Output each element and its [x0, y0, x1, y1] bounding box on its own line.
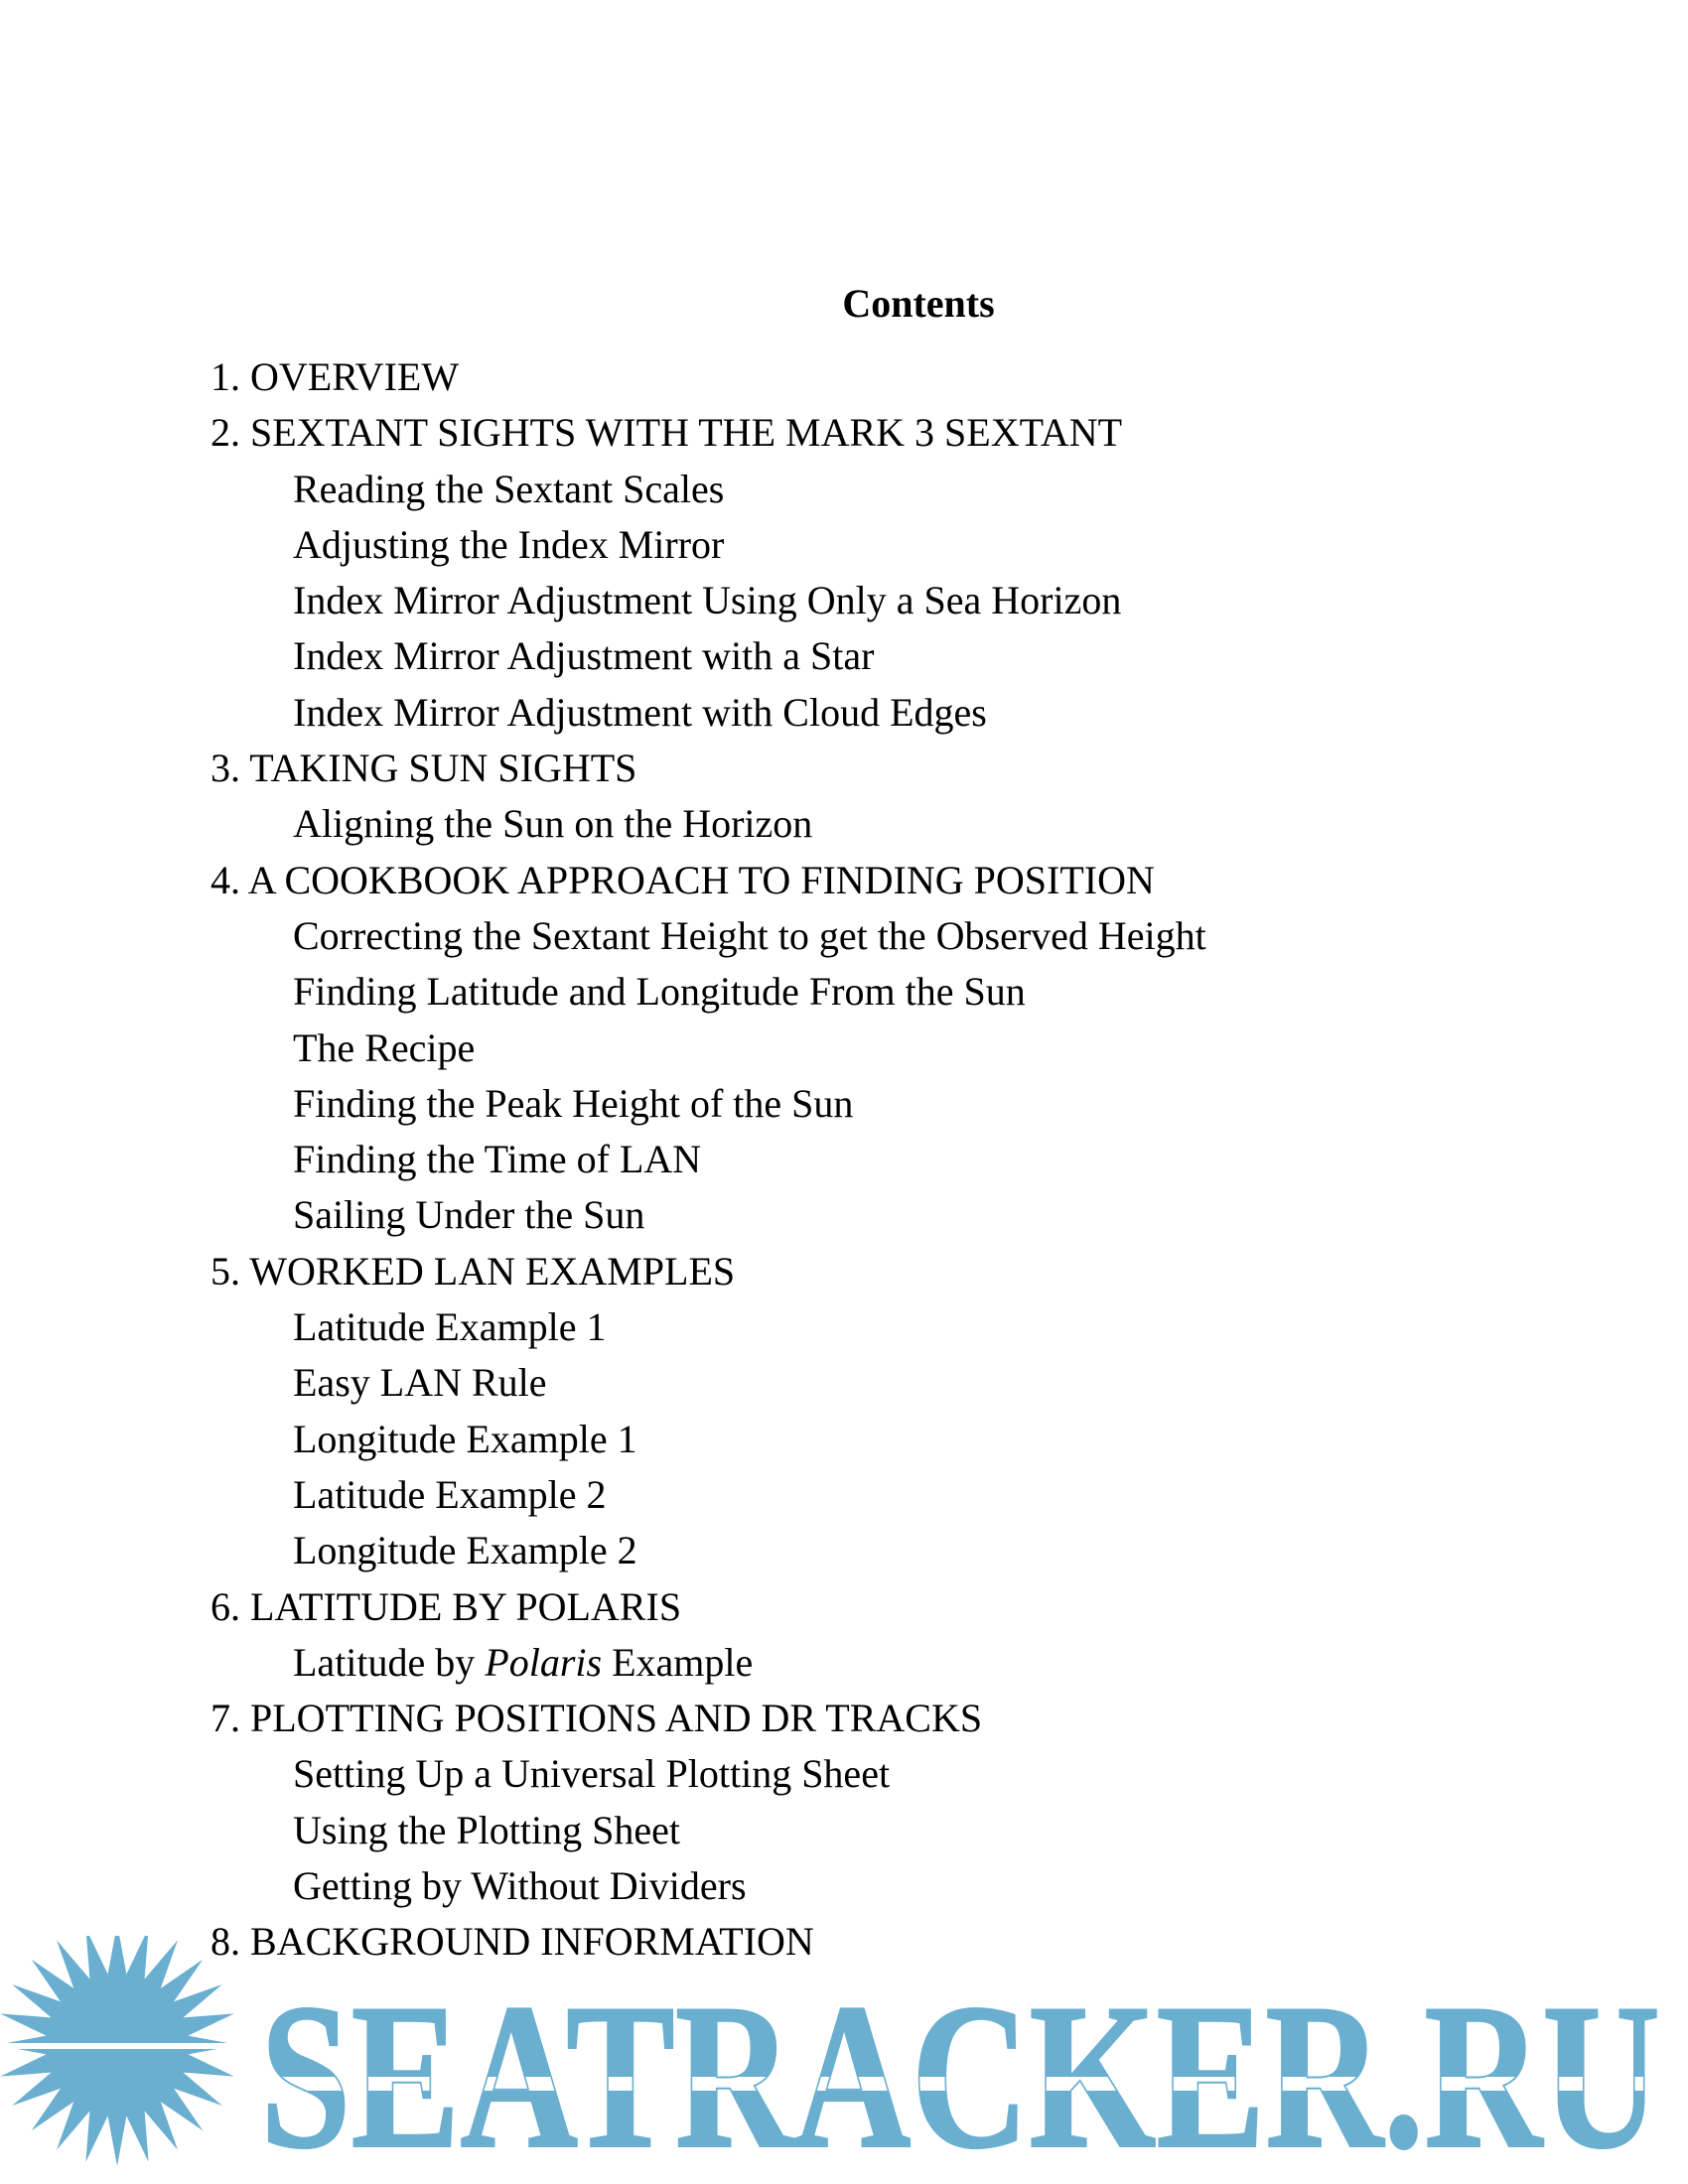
- toc-section: Adjusting the Index Mirror: [293, 521, 725, 567]
- toc-section: Index Mirror Adjustment with a Star: [293, 633, 875, 679]
- toc-chapter: 1. OVERVIEW: [211, 354, 460, 399]
- toc-section: Aligning the Sun on the Horizon: [293, 801, 813, 847]
- sun-horizon-icon: [0, 1936, 238, 2166]
- toc-chapter: 5. WORKED LAN EXAMPLES: [211, 1248, 736, 1294]
- toc-chapter: 4. A COOKBOOK APPROACH TO FINDING POSITION: [211, 857, 1155, 902]
- toc-section: Finding the Time of LAN: [293, 1137, 702, 1182]
- toc-section: Latitude by Polaris Example: [293, 1639, 754, 1685]
- toc-section: Finding Latitude and Longitude From the Sun: [293, 969, 1026, 1015]
- toc-section: Using the Plotting Sheet: [293, 1807, 680, 1852]
- toc-chapter: 2. SEXTANT SIGHTS WITH THE MARK 3 SEXTANT: [211, 410, 1123, 456]
- toc-section: Getting by Without Dividers: [293, 1863, 747, 1909]
- toc-section: Longitude Example 1: [293, 1416, 637, 1461]
- toc-section: Index Mirror Adjustment with Cloud Edges: [293, 689, 987, 735]
- toc-chapter: 3. TAKING SUN SIGHTS: [211, 746, 637, 791]
- toc-section: Latitude Example 1: [293, 1304, 607, 1350]
- watermark: [0, 1936, 1688, 2184]
- toc-section: Reading the Sextant Scales: [293, 466, 725, 511]
- toc-section: Setting Up a Universal Plotting Sheet: [293, 1751, 891, 1797]
- toc-chapter: 6. LATITUDE BY POLARIS: [211, 1583, 682, 1629]
- toc-section: Finding the Peak Height of the Sun: [293, 1080, 854, 1126]
- toc-section: Index Mirror Adjustment Using Only a Sea Horizon: [293, 578, 1122, 623]
- toc-section: Easy LAN Rule: [293, 1360, 547, 1406]
- toc-section: Correcting the Sextant Height to get the Observed Height: [293, 912, 1206, 958]
- toc-section: Latitude Example 2: [293, 1471, 607, 1517]
- page-title: Contents: [842, 281, 995, 326]
- toc-section: Sailing Under the Sun: [293, 1192, 645, 1238]
- toc-section: The Recipe: [293, 1024, 476, 1070]
- watermark-text: SEATRACKER.RU: [260, 1962, 1660, 2184]
- toc-section: Longitude Example 2: [293, 1528, 637, 1573]
- toc-chapter: 8. BACKGROUND INFORMATION: [211, 1919, 814, 1965]
- table-of-contents: [211, 349, 1206, 1971]
- toc-chapter: 7. PLOTTING POSITIONS AND DR TRACKS: [211, 1696, 983, 1741]
